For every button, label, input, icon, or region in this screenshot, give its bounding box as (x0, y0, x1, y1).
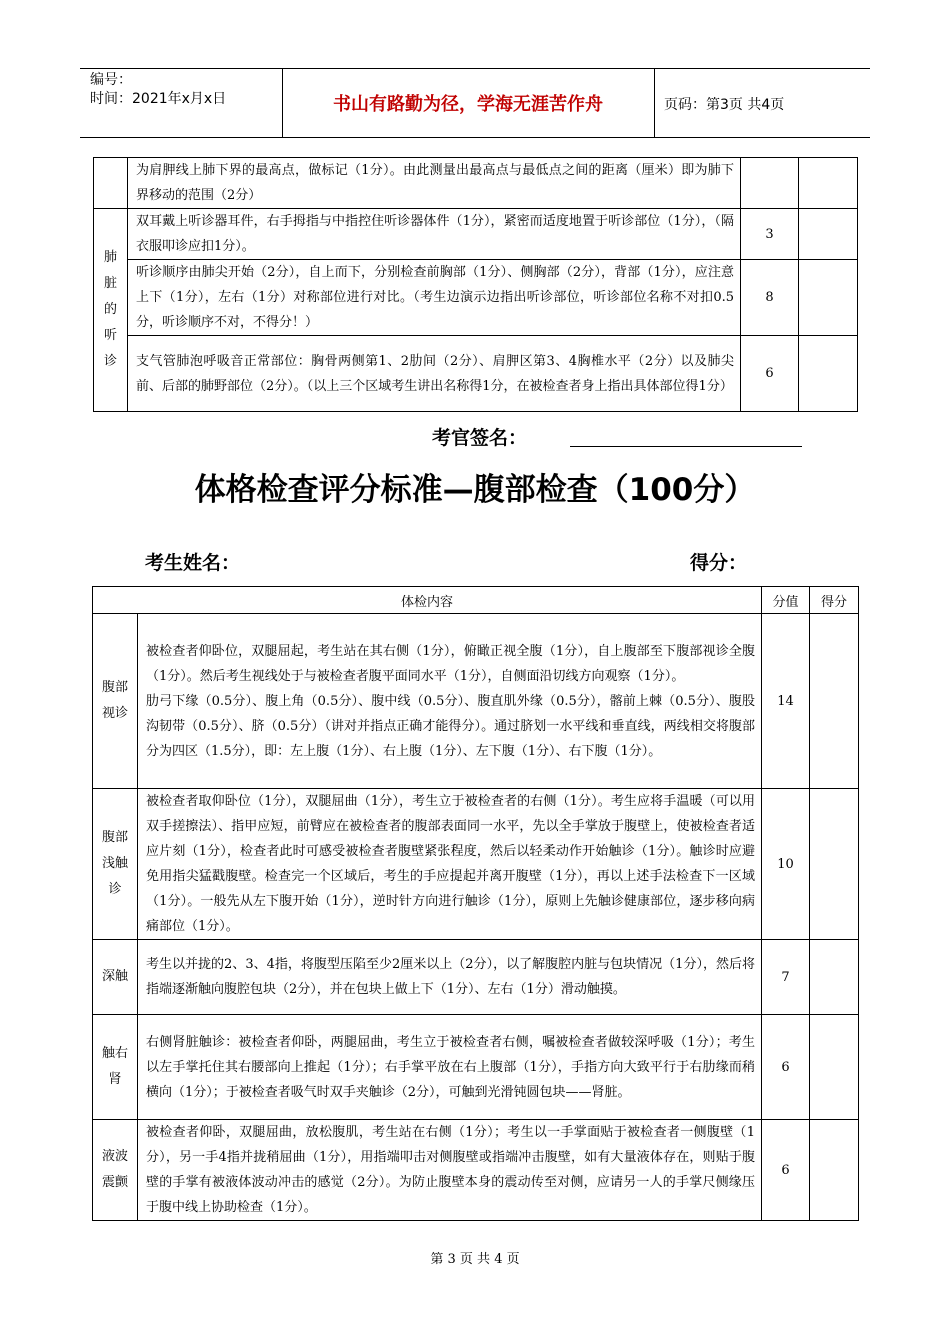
header-page-label: 页码：第3页 共4页 (664, 97, 785, 113)
score-input-cell[interactable] (810, 614, 859, 789)
criteria-text: 被检查者取仰卧位（1分），双腿屈曲（1分），考生立于被检查者的右侧（1分）。考生应将手温暖（可以用双手搓擦法）、指甲应短，前臂应在被检查者的腹部表面同一水平，先以全手掌放于腹壁上，使被检查者适应片刻（1分），检查者此时可感受被检查者腹壁紧张程度，然后以轻柔动作开始触诊（1分）。触诊时应避免用指尖猛戳腹壁。检查完一个区域后，考生的手应提起并离开腹壁（1分），再以上述手法检查下一区域（1分）。一般先从左下腹开始（1分），逆时针方向进行触诊（1分），原则上先触诊健康部位，逐步移向病痛部位（1分）。 (138, 789, 762, 940)
page-header (80, 68, 870, 138)
score-input-cell[interactable] (799, 260, 858, 336)
criteria-text (138, 614, 762, 789)
header-number-label: 编号： (90, 72, 132, 88)
section-label-deep-palpation: 深触 (93, 940, 138, 1015)
table-row (93, 940, 859, 1015)
page-title: 体格检查评分标准—腹部检查（100分） (194, 472, 756, 508)
criteria-paragraph: 肋弓下缘（0.5分）、腹上角（0.5分）、腹中线（0.5分）、腹直肌外缘（0.5分），髂前上棘（0.5分）、腹股沟韧带（0.5分）、脐（0.5分）（讲对并指点正确才能得分）。通过脐划一水平线和垂直线，两线相交将腹部分为四区（1.5分），即：左上腹（1分）、右上腹（1分）、左下腹（1分）、右下腹（1分）。 (146, 693, 756, 759)
score-input-cell[interactable] (799, 158, 858, 209)
section-label-light-palpation: 腹部 浅触 诊 (93, 789, 138, 940)
abdomen-exam-table (92, 586, 859, 1221)
table-row (94, 260, 858, 336)
header-points: 分值 (762, 587, 810, 614)
table-row (94, 336, 858, 412)
score-input-cell[interactable] (799, 336, 858, 412)
points-value: 14 (762, 614, 810, 789)
score-label: 得分： (690, 552, 748, 574)
section-label-inspection: 腹部 视诊 (93, 614, 138, 789)
table-header-row (93, 587, 859, 614)
points-cell (741, 158, 799, 209)
criteria-text: 为肩胛线上肺下界的最高点，做标记（1分）。由此测量出最高点与最低点之间的距离（厘米）即为肺下界移动的范围（2分） (128, 158, 741, 209)
points-value: 10 (762, 789, 810, 940)
points-value: 7 (762, 940, 810, 1015)
table-row (93, 789, 859, 940)
header-motto: 书山有路勤为径，学海无涯苦作舟 (333, 94, 603, 115)
header-content: 体检内容 (93, 587, 762, 614)
signature-line[interactable] (570, 446, 802, 447)
criteria-text: 支气管肺泡呼吸音正常部位：胸骨两侧第1、2肋间（2分）、肩胛区第3、4胸椎水平（2分）以及肺尖前、后部的肺野部位（2分）。（以上三个区域考生讲出名称得1分，在被检查者身上指出具体部位得1分） (128, 336, 741, 412)
points-value: 6 (741, 336, 799, 412)
criteria-text: 考生以并拢的2、3、4指，将腹型压陷至少2厘米以上（2分），以了解腹腔内脏与包块情况（1分），然后将指端逐渐触向腹腔包块（2分），并在包块上做上下（1分）、左右（1分）滑动触摸。 (138, 940, 762, 1015)
score-input-cell[interactable] (810, 1015, 859, 1120)
criteria-text: 被检查者仰卧，双腿屈曲，放松腹肌，考生站在右侧（1分）；考生以一手掌面贴于被检查者一侧腹壁（1分），另一手4指并拢稍屈曲（1分），用指端叩击对侧腹壁或指端冲击腹壁，如有大量液体存在，则贴于腹壁的手掌有被液体波动冲击的感觉（2分）。为防止腹壁本身的震动传至对侧，应请另一人的手掌尺侧缘压于腹中线上协助检查（1分）。 (138, 1120, 762, 1221)
header-meta (90, 71, 226, 109)
table-row (93, 1120, 859, 1221)
table-row (93, 1015, 859, 1120)
table-row (94, 158, 858, 209)
points-value: 3 (741, 209, 799, 260)
score-input-cell[interactable] (810, 940, 859, 1015)
lung-auscultation-table (93, 157, 858, 412)
criteria-text: 右侧肾脏触诊：被检查者仰卧，两腿屈曲，考生立于被检查者右侧，嘱被检查者做较深呼吸（1分）；考生以左手掌托住其右腰部向上推起（1分）；右手掌平放在右上腹部（1分），手指方向大致平行于右肋缘而稍横向（1分）；于被检查者吸气时双手夹触诊（2分），可触到光滑钝圆包块——肾脏。 (138, 1015, 762, 1120)
score-input-cell[interactable] (810, 789, 859, 940)
points-value: 6 (762, 1120, 810, 1221)
table-row (94, 209, 858, 260)
examiner-signature-label: 考官签名： (432, 427, 528, 449)
page-footer: 第 3 页 共 4 页 (430, 1252, 520, 1267)
section-label-lung-auscultation: 肺 脏 的 听 诊 (94, 209, 128, 412)
section-label-right-kidney: 触右 肾 (93, 1015, 138, 1120)
section-label-fluid-wave: 液波 震颤 (93, 1120, 138, 1221)
criteria-paragraph: 被检查者仰卧位，双腿屈起，考生站在其右侧（1分），俯瞰正视全腹（1分），自上腹部至下腹部视诊全腹（1分）。然后考生视线处于与被检查者腹平面同水平（1分），自侧面沿切线方向观察（1分）。 (146, 643, 756, 684)
header-time-label: 时间：2021年x月x日 (90, 91, 227, 107)
table-row (93, 614, 859, 789)
points-value: 6 (762, 1015, 810, 1120)
points-value: 8 (741, 260, 799, 336)
header-divider (654, 69, 655, 137)
section-cell-empty (94, 158, 128, 209)
score-input-cell[interactable] (799, 209, 858, 260)
header-got: 得分 (810, 587, 859, 614)
score-input-cell[interactable] (810, 1120, 859, 1221)
candidate-name-label: 考生姓名： (145, 552, 241, 574)
criteria-text: 听诊顺序由肺尖开始（2分），自上而下，分别检查前胸部（1分）、侧胸部（2分），背部（1分），应注意上下（1分），左右（1分）对称部位进行对比。（考生边演示边指出听诊部位，听诊部位名称不对扣0.5分，听诊顺序不对，不得分！） (128, 260, 741, 336)
criteria-text: 双耳戴上听诊器耳件，右手拇指与中指控住听诊器体件（1分），紧密而适度地置于听诊部位（1分），（隔衣服叩诊应扣1分）。 (128, 209, 741, 260)
